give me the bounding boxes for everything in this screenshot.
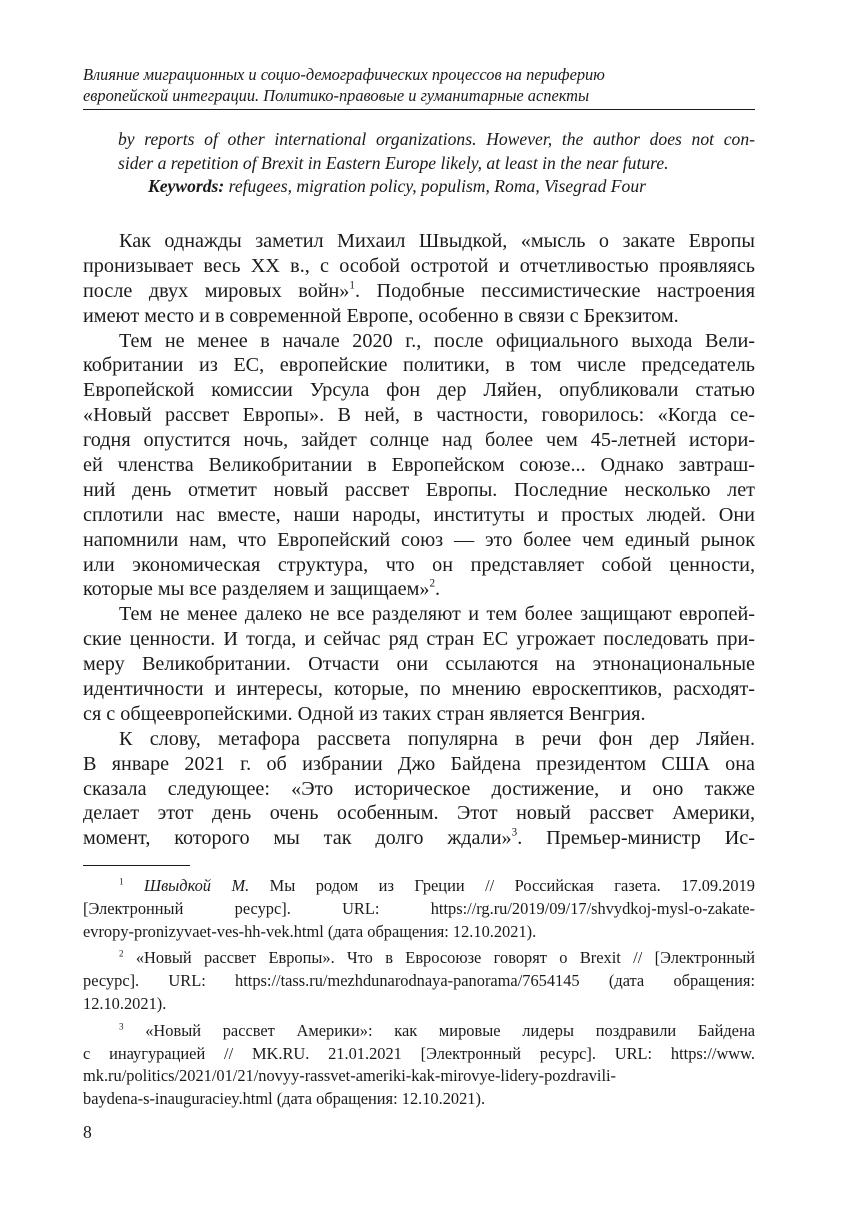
abstract (118, 128, 755, 199)
paragraph-text: момент, которого мы так долго ждали» (83, 827, 512, 850)
paragraph-text: . Премьер-министр Ис- (517, 827, 755, 850)
header-divider (83, 109, 755, 110)
paragraph-line (83, 279, 755, 304)
paragraph-line: Тем не менее в начале 2020 г., после официального выхода Вели- (119, 329, 755, 352)
keywords-list: refugees, migration policy, populism, Roma, Visegrad Four (224, 176, 646, 196)
footnote-number: 3 (119, 1021, 124, 1032)
paragraph-line: Европейской комиссии Урсула фон дер Ляйен, опубликовали статью (83, 379, 755, 402)
paragraph-line (83, 826, 755, 851)
paragraph-line: кобритании из ЕС, европейские политики, в том числе председатель (83, 354, 755, 377)
footnote-line: с инаугурацией // MK.RU. 21.01.2021 [Электронный ресурс]. URL: https://www. (83, 1043, 755, 1063)
footnote-ref[interactable]: 3 (511, 827, 518, 840)
paragraph-line: Как однажды заметил Михаил Швыдкой, «мысль о закате Европы (119, 230, 755, 252)
footnote-number: 2 (119, 948, 124, 959)
paragraph-line: ей членства Великобритании в Европейском союзе... Однако завтраш- (83, 454, 755, 477)
keywords-label: Keywords: (148, 176, 225, 196)
footnote-ref[interactable]: 2 (429, 578, 436, 591)
footnote-line: 12.10.2021). (83, 993, 167, 1013)
paragraph-text: . Подобные пессимистические настроения (354, 279, 756, 302)
paragraph-line: сплотили нас вместе, наши народы, институты и простых людей. Они (83, 503, 755, 526)
paragraph-text: которые мы все разделяем и защищаем» (83, 578, 430, 601)
footnote-line: evropy-pronizyvaet-ves-hh-vek.html (дата обращения: 12.10.2021). (83, 921, 537, 941)
footnote-line (83, 1020, 755, 1043)
paragraph-line: Тем не менее далеко не все разделяют и тем более защищают европей- (119, 603, 755, 626)
footnote-line (83, 947, 755, 970)
paragraph-line: или экономическая структура, что он представляет собой ценности, (83, 553, 755, 576)
paragraph-line: сказала следующее: «Это историческое достижение, и оно также (83, 777, 755, 800)
keywords (118, 175, 755, 199)
footnote-ref[interactable]: 1 (349, 279, 355, 292)
paragraph-line: идентичности и интересы, которые, по мнению евроскептиков, расходят- (83, 678, 755, 701)
paragraph-line: меру Великобритании. Отчасти они ссылаются на этнонациональные (83, 653, 755, 676)
paragraph-line: К слову, метафора рассвета популярна в речи фон дер Ляйен. (119, 727, 755, 750)
paragraph-line: годня опустится ночь, зайдет солнце над более чем 45-летней истори- (83, 429, 755, 452)
paragraph-line: пронизывает весь XX в., с особой остротой и отчетливостью проявляясь (83, 254, 755, 277)
page-number: 8 (83, 1122, 92, 1142)
paragraph-line: делает этот день очень особенным. Этот новый рассвет Америки, (83, 802, 755, 825)
footnote-line: ресурс]. URL: https://tass.ru/mezhdunarodnaya-panorama/7654145 (дата обращения: (83, 971, 755, 991)
footnote-line: baydena-s-inauguraciey.html (дата обращения: 12.10.2021). (83, 1089, 486, 1109)
running-head-line: европейской интеграции. Политико-правовые и гуманитарные аспекты (83, 86, 590, 105)
paragraph-line: ся с общеевропейскими. Одной из таких стран является Венгрия. (83, 702, 646, 725)
footnote-text: Мы родом из Греции // Российская газета. 17.09.2019 (249, 876, 755, 895)
paragraph-line: напомнили нам, что Европейский союз — это более чем единый рынок (83, 528, 755, 551)
footnotes (83, 875, 755, 1111)
footnote-text: «Новый рассвет Америки»: как мировые лидеры поздравили Байдена (123, 1020, 755, 1040)
paragraph-text: . (435, 578, 441, 601)
footnote-line: mk.ru/politics/2021/01/21/novyy-rassvet-ameriki-kak-mirovye-lidery-pozdravili- (83, 1066, 617, 1086)
footnote-author: Швыдкой М. (143, 876, 250, 895)
body-text (83, 229, 755, 851)
footnote-number: 1 (119, 876, 124, 887)
running-head-line: Влияние миграционных и социо-демографических процессов на периферию (83, 65, 605, 84)
paragraph-line: имеют место и в современной Европе, особенно в связи с Брекзитом. (83, 304, 679, 327)
abstract-line: by reports of other international organizations. However, the author does not con- (118, 129, 755, 149)
paragraph-line: ний день отметит новый рассвет Европы. Последние несколько лет (83, 478, 755, 501)
footnote-text: «Новый рассвет Европы». Что в Евросоюзе говорят о Brexit // [Электронный (123, 948, 755, 968)
footnote-line (83, 875, 755, 898)
paragraph-line: «Новый рассвет Европы». В ней, в частности, говорилось: «Когда се- (83, 404, 755, 427)
paragraph-line (83, 577, 755, 602)
paragraph-line: В январе 2021 г. об избрании Джо Байдена президентом США она (83, 752, 755, 775)
running-head (83, 64, 755, 106)
footnote-divider (83, 865, 190, 866)
paragraph-text: после двух мировых войн» (83, 279, 350, 302)
abstract-line: sider a repetition of Brexit in Eastern Europe likely, at least in the near future. (118, 152, 669, 173)
paragraph-line: ские ценности. И тогда, и сейчас ряд стран ЕС угрожает последовать при- (83, 628, 755, 651)
footnote-line: [Электронный ресурс]. URL: https://rg.ru/2019/09/17/shvydkoj-mysl-o-zakate- (83, 898, 755, 918)
